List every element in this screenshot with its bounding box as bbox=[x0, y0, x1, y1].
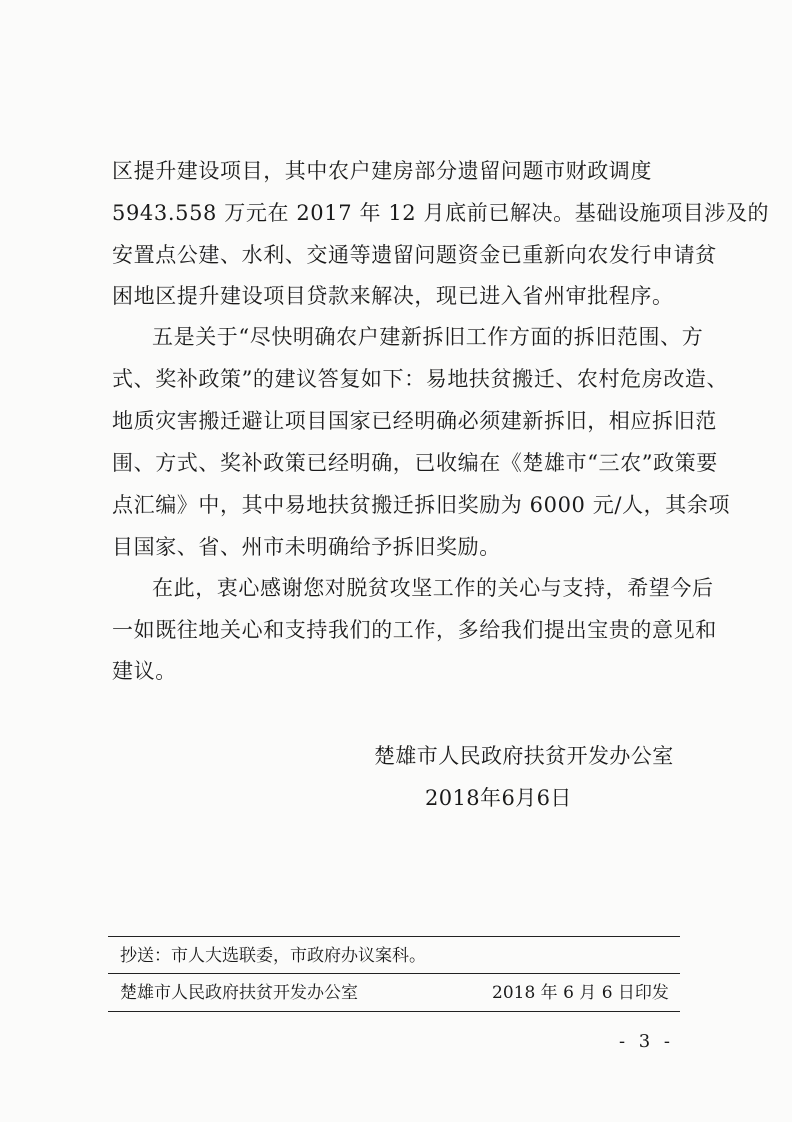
body-line: 一如既往地关心和支持我们的工作，多给我们提出宝贵的意见和 bbox=[112, 618, 717, 642]
issuer: 楚雄市人民政府扶贫开发办公室 bbox=[120, 983, 358, 1003]
issue-date: 2018 年 6 月 6 日印发 bbox=[492, 983, 669, 1003]
body-line: 式、奖补政策”的建议答复如下：易地扶贫搬迁、农村危房改造、 bbox=[112, 367, 729, 391]
body-line: 点汇编》中，其中易地扶贫搬迁拆旧奖励为 6000 元/人，其余项 bbox=[112, 493, 731, 517]
footer-bottom-rule bbox=[108, 1011, 680, 1012]
body-line: 困地区提升建设项目贷款来解决，现已进入省州审批程序。 bbox=[112, 284, 674, 308]
body-line: 目国家、省、州市未明确给予拆旧奖励。 bbox=[112, 535, 501, 559]
body-line: 5943.558 万元在 2017 年 12 月底前已解决。基础设施项目涉及的 bbox=[112, 201, 770, 225]
body-line: 围、方式、奖补政策已经明确，已收编在《楚雄市“三农”政策要 bbox=[112, 451, 718, 475]
body-line: 在此，衷心感谢您对脱贫攻坚工作的关心与支持，希望今后 bbox=[152, 576, 714, 600]
body-line: 安置点公建、水利、交通等遗留问题资金已重新向农发行申请贫 bbox=[112, 243, 717, 267]
body-line: 五是关于“尽快明确农户建新拆旧工作方面的拆旧范围、方 bbox=[152, 325, 704, 349]
body-line: 区提升建设项目，其中农户建房部分遗留问题市财政调度 bbox=[112, 159, 652, 183]
footer-middle-rule bbox=[108, 973, 680, 974]
page-number: - 3 - bbox=[618, 1031, 674, 1052]
cc-line: 抄送：市人大选联委，市政府办议案科。 bbox=[120, 946, 426, 966]
signature-org: 楚雄市人民政府扶贫开发办公室 bbox=[374, 744, 674, 768]
body-line: 地质灾害搬迁避让项目国家已经明确必须建新拆旧，相应拆旧范 bbox=[112, 409, 717, 433]
signature-date: 2018年6月6日 bbox=[425, 786, 572, 810]
body-line: 建议。 bbox=[112, 659, 177, 683]
footer-top-rule bbox=[108, 936, 680, 937]
